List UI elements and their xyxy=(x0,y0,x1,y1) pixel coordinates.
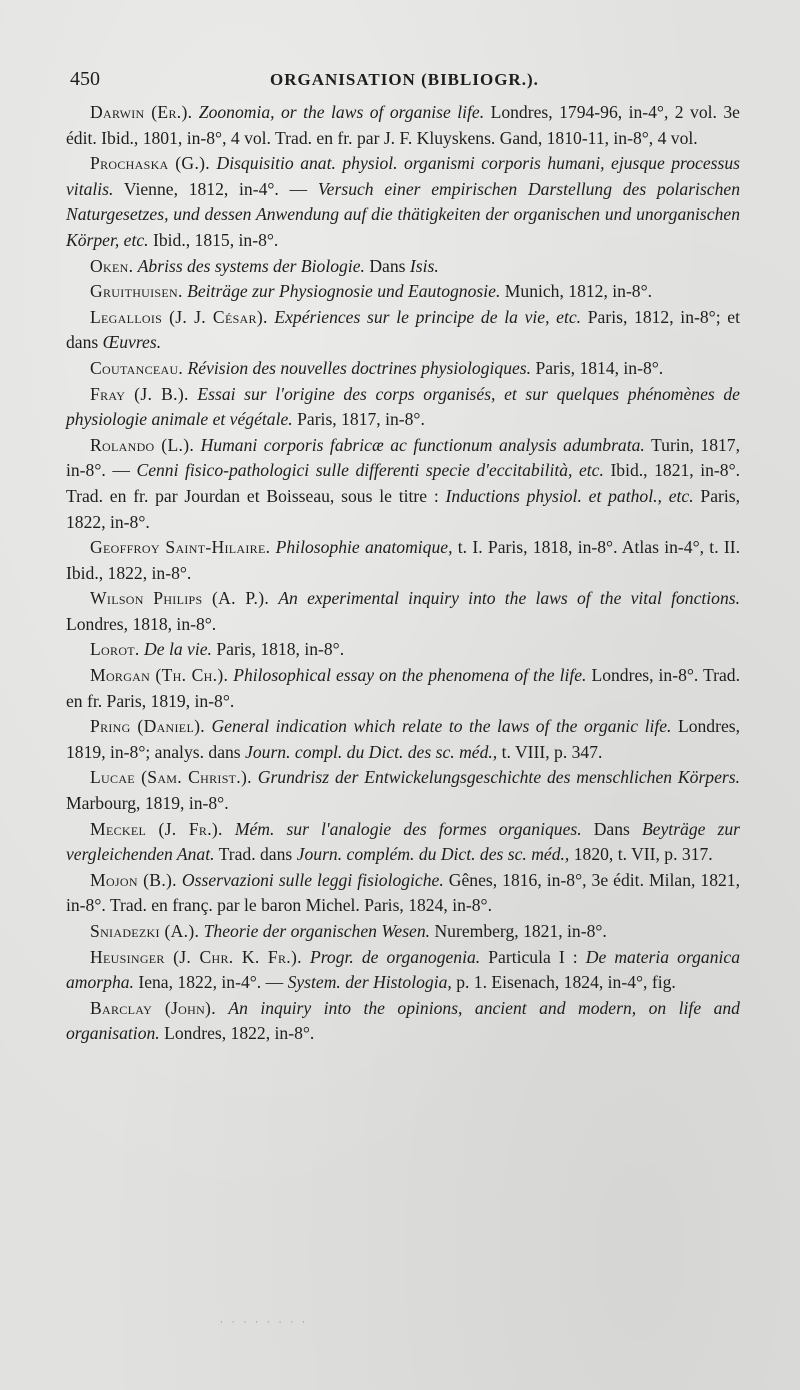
entry-publication-details: Dans xyxy=(593,818,630,839)
footer-mark: · · · · · · · · xyxy=(220,1318,308,1328)
entry-publication-details: Paris, 1817, in-8°. xyxy=(297,409,425,430)
bibliography-list xyxy=(66,100,740,1047)
entry-publication-details: Gênes, 1816, in-8°, 3e édit. Milan, 1821, in-8°. Trad. en franç. par le baron Michel. Paris, 1824, in-8°. xyxy=(66,869,741,916)
entry-publication-details: Paris, 1814, in-8°. xyxy=(535,357,664,378)
entry-publication-details: Londres, 1819, in-8°; analys. dans xyxy=(66,716,741,762)
entry-publication-details: Munich, 1812, in-8°. xyxy=(504,281,653,302)
bibliography-entry xyxy=(66,151,740,253)
entry-publication-details: Marbourg, 1819, in-8°. xyxy=(66,793,229,814)
entry-author: Morgan (Th. Ch.). xyxy=(90,665,229,686)
entry-publication-details: t. I. Paris, 1818, in-8°. Atlas in-4°, t. II. Ibid., 1822, in-8°. xyxy=(66,537,741,583)
bibliography-entry xyxy=(66,586,740,637)
entry-author: Heusinger (J. Chr. K. Fr.). xyxy=(90,946,302,967)
bibliography-entry xyxy=(66,868,740,919)
entry-title: Philosophie anatomique, xyxy=(275,537,453,558)
entry-author: Legallois (J. J. César). xyxy=(90,306,268,327)
entry-title: Essai sur l'origine des corps organisés, et sur quelques phénomènes de physiologie animale et végétale. xyxy=(66,383,740,430)
entry-publication-details: t. VIII, p. 347. xyxy=(501,741,603,762)
entry-title: Grundrisz der Entwickelungsgeschichte des menschlichen Körpers. xyxy=(257,767,740,788)
bibliography-entry xyxy=(66,535,740,586)
entry-publication-details: Dans xyxy=(369,255,406,276)
entry-publication-details: Turin, 1817, in-8°. — xyxy=(66,434,740,481)
entry-title: Progr. de organogenia. xyxy=(309,946,481,967)
entry-author: Geoffroy Saint-Hilaire. xyxy=(90,537,271,558)
bibliography-entry xyxy=(66,637,740,663)
entry-title: Theorie der organischen Wesen. xyxy=(203,921,431,941)
entry-title: Expériences sur le principe de la vie, etc. xyxy=(274,306,582,327)
entry-title: Mém. sur l'analogie des formes organiques. xyxy=(234,818,582,839)
entry-title: An experimental inquiry into the laws of the vital fonctions. xyxy=(278,588,741,609)
entry-title: Beyträge zur vergleichenden Anat. xyxy=(66,818,740,865)
entry-author: Coutanceau. xyxy=(90,357,184,378)
bibliography-entry xyxy=(66,279,740,305)
entry-title: Humani corporis fabricæ ac functionum analysis adumbrata. xyxy=(200,434,645,455)
entry-publication-details: 1820, t. VII, p. 317. xyxy=(573,844,713,865)
entry-publication-details: p. 1. Eisenach, 1824, in-4°, fig. xyxy=(456,972,676,993)
entry-publication-details: Londres, in-8°. Trad. en fr. Paris, 1819, in-8°. xyxy=(66,665,741,711)
entry-author: Lorot. xyxy=(90,639,140,660)
entry-title: Philosophical essay on the phenomena of the life. xyxy=(233,665,587,686)
bibliography-entry xyxy=(66,382,740,433)
entry-title: Zoonomia, or the laws of organise life. xyxy=(198,102,485,122)
entry-publication-details: Londres, 1794-96, in-4°, 2 vol. 3e édit. Ibid., 1801, in-8°, 4 vol. Trad. en fr. par J. F. Kluyskens. Gand, 1810-11, in-8°, 4 vol. xyxy=(66,102,740,148)
entry-author: Fray (J. B.). xyxy=(90,383,189,404)
entry-title: Œuvres. xyxy=(102,332,162,353)
entry-author: Prochaska (G.). xyxy=(90,153,210,174)
entry-title: Versuch einer empirischen Darstellung des polarischen Naturgesetzes, und dessen Anwendung auf die thätigkeiten der organischen und unorganischen Körper, etc. xyxy=(66,178,740,250)
bibliography-entry xyxy=(66,945,740,996)
entry-title: Révision des nouvelles doctrines physiologiques. xyxy=(187,357,532,378)
entry-publication-details: Trad. dans xyxy=(218,844,293,865)
bibliography-entry xyxy=(66,919,740,945)
entry-author: Pring (Daniel). xyxy=(90,716,205,737)
entry-publication-details: Paris, 1812, in-8°; et dans xyxy=(66,306,740,353)
entry-publication-details: Ibid., 1815, in-8°. xyxy=(153,229,279,250)
entry-title: An inquiry into the opinions, ancient and modern, on life and organisation. xyxy=(66,997,740,1044)
bibliography-entry xyxy=(66,765,740,816)
bibliography-entry xyxy=(66,433,740,535)
entry-title: Disquisitio anat. physiol. organismi corporis humani, ejusque processus vitalis. xyxy=(66,153,740,199)
entry-author: Rolando (L.). xyxy=(90,434,195,455)
entry-author: Sniadezki (A.). xyxy=(90,921,200,941)
entry-publication-details: Iena, 1822, in-4°. — xyxy=(138,972,284,993)
running-title: ORGANISATION (BIBLIOGR.). xyxy=(270,70,539,89)
entry-publication-details: Particula I : xyxy=(488,946,578,967)
entry-author: Meckel (J. Fr.). xyxy=(90,818,223,839)
page-number: 450 xyxy=(70,68,100,90)
entry-title: General indication which relate to the laws of the organic life. xyxy=(211,716,672,737)
entry-title: System. der Histologia, xyxy=(287,972,452,993)
entry-publication-details: Londres, 1822, in-8°. xyxy=(164,1023,315,1044)
entry-author: Wilson Philips (A. P.). xyxy=(90,588,270,609)
entry-title: Inductions physiol. et pathol., etc. xyxy=(445,485,694,506)
entry-publication-details: Nuremberg, 1821, in-8°. xyxy=(434,921,607,941)
bibliography-entry xyxy=(66,100,740,151)
bibliography-entry xyxy=(66,817,740,868)
entry-author: Barclay (John). xyxy=(90,997,216,1018)
entry-publication-details: Paris, 1822, in-8°. xyxy=(66,485,741,532)
bibliography-entry xyxy=(66,663,740,714)
bibliography-entry xyxy=(66,356,740,382)
entry-publication-details: Paris, 1818, in-8°. xyxy=(216,639,345,660)
entry-author: Mojon (B.). xyxy=(90,869,177,890)
entry-author: Oken. xyxy=(90,255,134,276)
entry-publication-details: Londres, 1818, in-8°. xyxy=(66,613,217,634)
bibliography-entry xyxy=(66,305,740,356)
entry-title: Beiträge zur Physiognosie und Eautognosie. xyxy=(187,281,501,302)
entry-title: Cenni fisico-pathologici sulle differenti specie d'eccitabilità, etc. xyxy=(136,460,604,481)
bibliography-entry xyxy=(66,254,740,280)
entry-title: De materia organica amorpha. xyxy=(66,946,741,993)
bibliography-entry xyxy=(66,714,740,765)
entry-title: Osservazioni sulle leggi fisiologiche. xyxy=(181,869,444,890)
entry-title: Journ. compl. du Dict. des sc. méd., xyxy=(245,741,498,762)
entry-title: Abriss des systems der Biologie. xyxy=(137,255,365,276)
entry-author: Gruithuisen. xyxy=(90,281,183,302)
entry-title: Isis. xyxy=(409,255,439,276)
page-header xyxy=(70,68,740,100)
entry-author: Darwin (Er.). xyxy=(90,102,193,122)
entry-publication-details: Ibid., 1821, in-8°. Trad. en fr. par Jourdan et Boisseau, sous le titre : xyxy=(66,460,741,506)
entry-title: De la vie. xyxy=(144,639,212,660)
bibliography-entry xyxy=(66,996,740,1047)
entry-publication-details: Vienne, 1812, in-4°. — xyxy=(123,178,308,199)
entry-author: Lucae (Sam. Christ.). xyxy=(90,767,252,788)
entry-title: Journ. complém. du Dict. des sc. méd., xyxy=(296,844,570,865)
